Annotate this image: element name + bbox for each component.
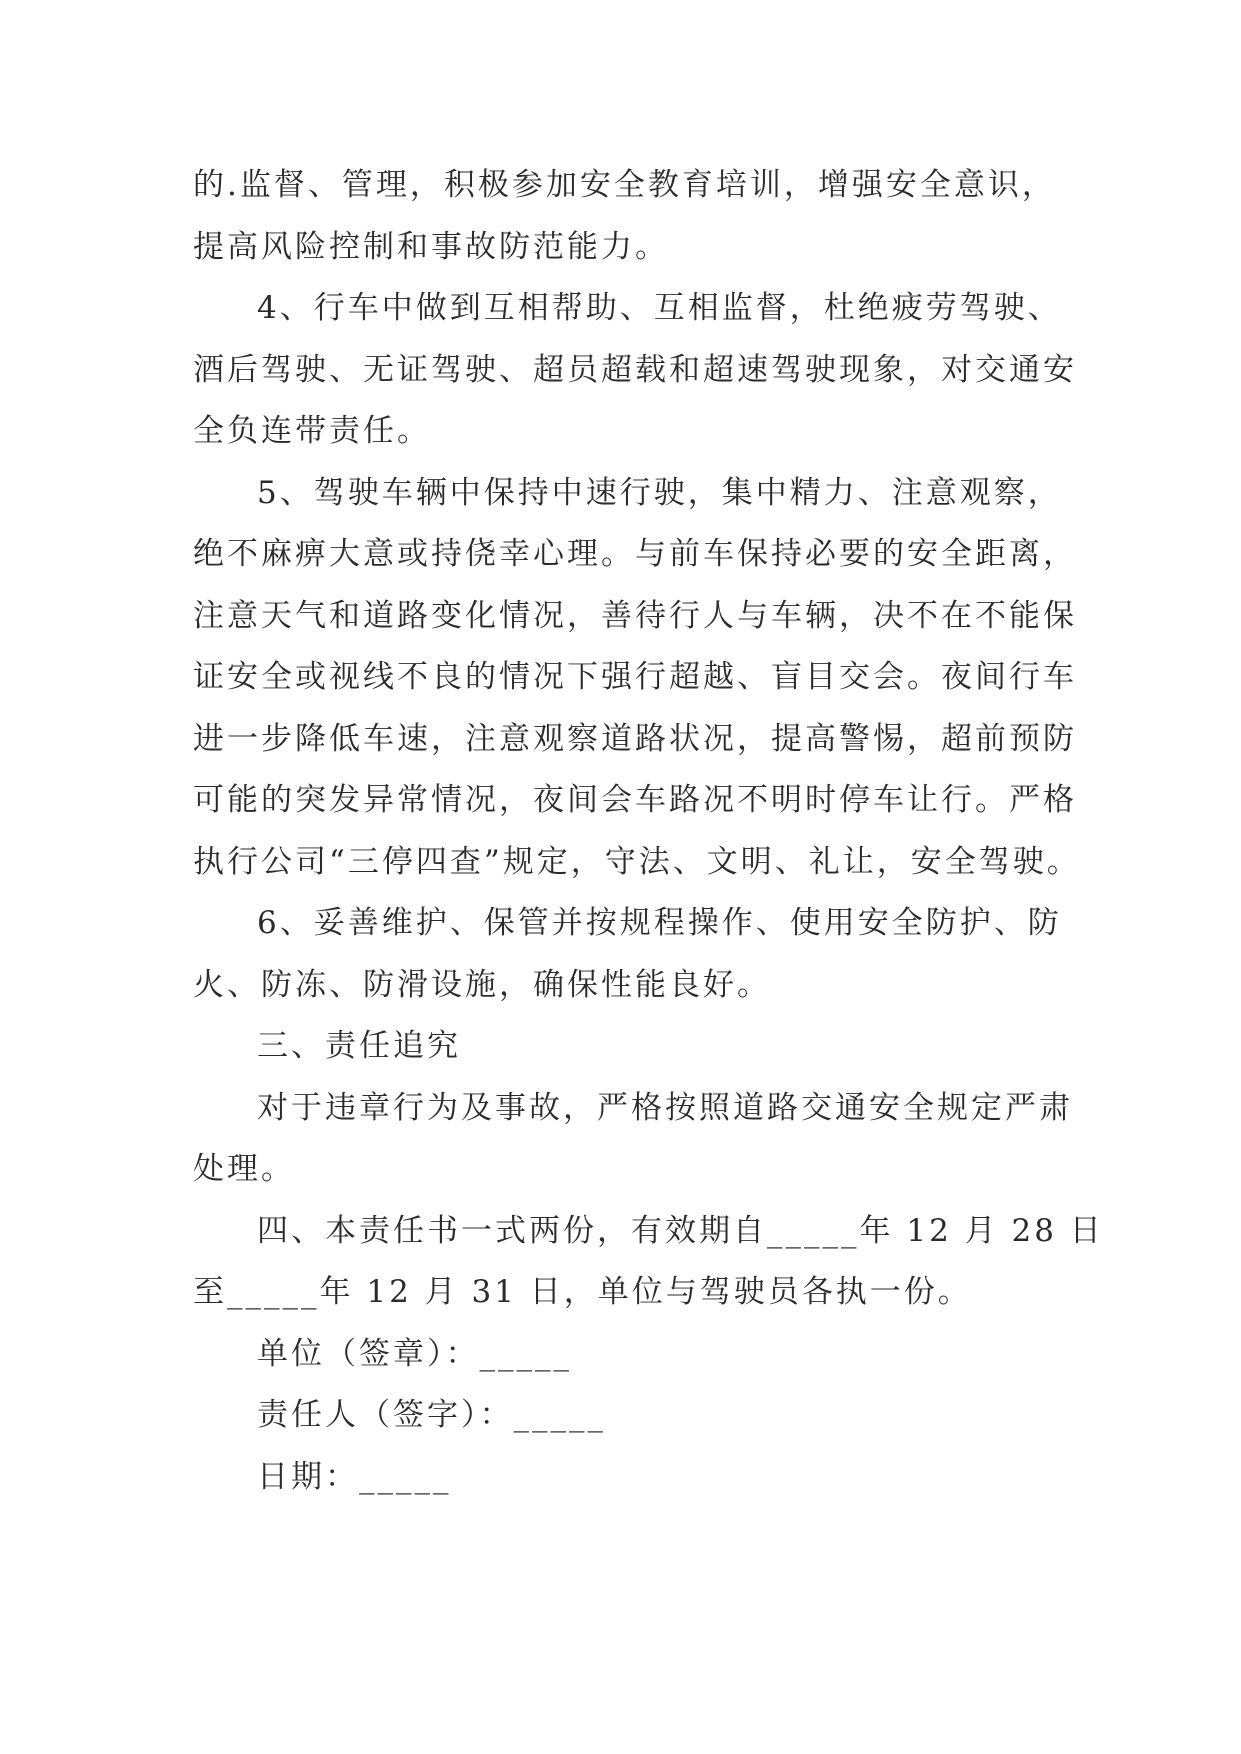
clause-6: 6、妥善维护、保管并按规程操作、使用安全防护、防 [257,905,1062,941]
date-field: 日期：_____ [257,1458,452,1495]
text-line: 火、防冻、防滑设施，确保性能良好。 [193,966,771,1003]
text-line: 进一步降低车速，注意观察道路状况，提高警惕，超前预防 [193,720,1077,757]
clause-5: 5、驾驶车辆中保持中速行驶，集中精力、注意观察， [257,474,1062,511]
text-line: 酒后驾驶、无证驾驶、超员超载和超速驾驶现象，对交通安 [193,351,1077,388]
section-validity: 四、本责任书一式两份，有效期自_____年 12 月 28 日 [257,1212,1104,1249]
text-line: 注意天气和道路变化情况，善待行人与车辆，决不在不能保 [193,597,1077,634]
unit-signature-field: 单位（签章）：_____ [257,1335,572,1372]
text-line: 对于违章行为及事故，严格按照道路交通安全规定严肃 [257,1089,1073,1126]
text-line: 处理。 [193,1151,295,1187]
text-line: 证安全或视线不良的情况下强行超越、盲目交会。夜间行车 [193,659,1077,695]
clause-4: 4、行车中做到互相帮助、互相监督，杜绝疲劳驾驶、 [257,290,1062,326]
text-line: 至_____年 12 月 31 日，单位与驾驶员各执一份。 [193,1274,972,1310]
document-page [193,155,1104,1508]
responsible-person-signature-field: 责任人（签字）：_____ [257,1397,606,1433]
section-heading-liability: 三、责任追究 [257,1028,461,1064]
text-line: 绝不麻痹大意或持侥幸心理。与前车保持必要的安全距离， [193,536,1077,572]
text-line: 执行公司“三停四查”规定，守法、文明、礼让，安全驾驶。 [193,843,1081,880]
text-line: 提高风险控制和事故防范能力。 [193,228,669,265]
text-line: 可能的突发异常情况，夜间会车路况不明时停车让行。严格 [193,782,1077,818]
text-line: 的.监督、管理，积极参加安全教育培训，增强安全意识， [193,167,1056,203]
text-line: 全负连带责任。 [193,413,431,449]
